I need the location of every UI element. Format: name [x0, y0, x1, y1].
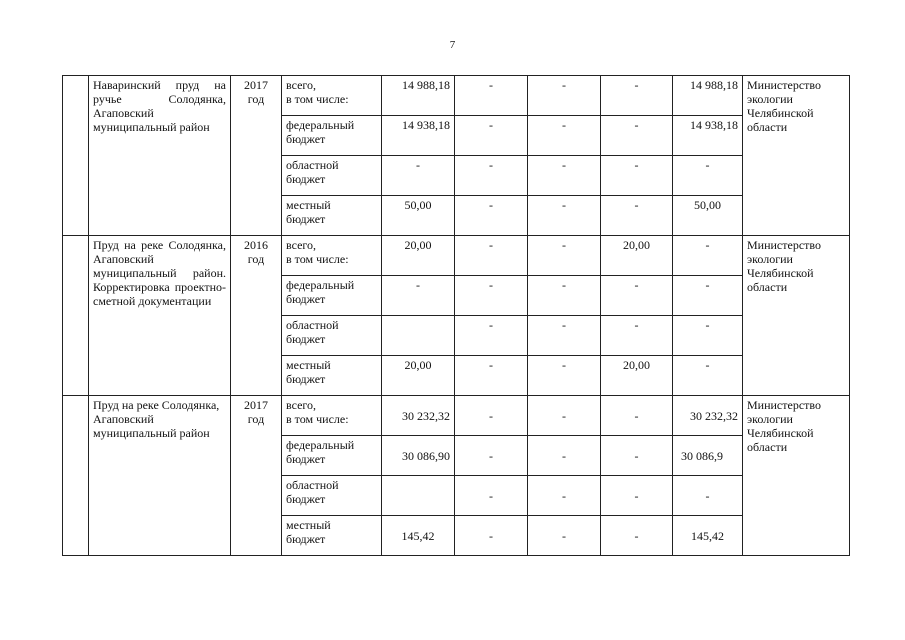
amount-col-2: - [489, 408, 493, 423]
amount-col-4: - [634, 448, 639, 463]
project-year: 2017 год [244, 398, 268, 426]
year-cell [231, 396, 282, 556]
amount-col-4: - [634, 118, 639, 132]
amount-col-3: - [562, 278, 566, 292]
amount-col-5: 50,00 [694, 198, 721, 212]
amount-col-5: - [705, 318, 710, 332]
amount-col-2: - [489, 118, 493, 132]
amount-col-5: 145,42 [691, 528, 724, 543]
amount-col-5: - [705, 278, 710, 292]
amount-col-3: - [562, 358, 566, 372]
funding-source: областной бюджет [286, 318, 339, 346]
amount-col-2: - [489, 278, 493, 292]
amount-col-2: - [489, 78, 493, 92]
amount-col-5: - [705, 238, 710, 252]
amount-col-4: - [634, 318, 639, 332]
amount-col-4: - [634, 408, 639, 423]
index-cell [63, 396, 89, 556]
amount-col-3: - [562, 198, 566, 212]
budget-table [62, 75, 850, 556]
project-name: Пруд на реке Солодянка, Агаповский муниципальный район. Корректировка проектно-сметной документации [93, 238, 226, 308]
amount-col-3: - [562, 238, 566, 252]
funding-source: местный бюджет [286, 358, 331, 386]
amount-col-3: - [562, 488, 566, 503]
amount-col-3: - [562, 318, 566, 332]
funding-source: местный бюджет [286, 198, 331, 226]
amount-total: 20,00 [404, 238, 432, 252]
funding-source: федеральный бюджет [286, 278, 355, 306]
amount-col-5: - [705, 358, 710, 372]
amount-total: - [416, 158, 420, 172]
amount-col-5: - [705, 158, 710, 172]
index-cell [63, 236, 89, 396]
amount-total: 30 086,90 [402, 448, 450, 463]
amount-col-4: 20,00 [623, 238, 650, 252]
amount-col-3: - [562, 448, 566, 463]
amount-col-2: - [489, 238, 493, 252]
amount-col-2: - [489, 318, 493, 332]
amount-col-4: - [634, 158, 639, 172]
amount-col-5: 30 086,9 [681, 448, 723, 463]
amount-col-2: - [489, 488, 493, 503]
amount-col-5: 30 232,32 [690, 408, 738, 423]
amount-col-4: - [634, 488, 639, 503]
funding-source: всего, в том числе: [286, 398, 349, 426]
amount-total: 14 938,18 [402, 118, 450, 132]
organization-cell [743, 76, 850, 236]
project-name: Наваринский пруд на ручье Солодянка, Агаповский муниципальный район [93, 78, 226, 134]
year-cell [231, 76, 282, 236]
amount-total: 14 988,18 [402, 78, 450, 92]
table-row [63, 236, 850, 276]
amount-total: 30 232,32 [402, 408, 450, 423]
amount-col-2: - [489, 158, 493, 172]
amount-total: 145,42 [401, 528, 435, 543]
project-name: Пруд на реке Солодянка, Агаповский муниципальный район [93, 398, 220, 440]
amount-col-3: - [562, 118, 566, 132]
organization-cell [743, 396, 850, 556]
funding-source: федеральный бюджет [286, 118, 355, 146]
funding-source: областной бюджет [286, 478, 339, 506]
organization: Министерство экологии Челябинской области [747, 238, 821, 294]
project-year: 2016 год [244, 238, 268, 266]
amount-col-3: - [562, 158, 566, 172]
year-cell [231, 236, 282, 396]
organization: Министерство экологии Челябинской области [747, 78, 821, 134]
amount-col-2: - [489, 358, 493, 372]
amount-col-5: - [705, 488, 710, 503]
amount-total: 50,00 [404, 198, 432, 212]
organization: Министерство экологии Челябинской области [747, 398, 821, 454]
amount-col-3: - [562, 78, 566, 92]
amount-col-4: - [634, 78, 639, 92]
amount-col-2: - [489, 448, 493, 463]
funding-source: областной бюджет [286, 158, 339, 186]
table-row [63, 396, 850, 436]
project-year: 2017 год [244, 78, 268, 106]
funding-source: всего, в том числе: [286, 238, 349, 266]
amount-col-4: - [634, 278, 639, 292]
amount-col-4: - [634, 528, 639, 543]
project-name-cell [89, 236, 231, 396]
table-row [63, 76, 850, 116]
page-number: 7 [449, 39, 456, 51]
index-cell [63, 76, 89, 236]
funding-source: местный бюджет [286, 518, 331, 546]
project-name-cell [89, 76, 231, 236]
organization-cell [743, 236, 850, 396]
amount-col-4: 20,00 [623, 358, 650, 372]
amount-col-2: - [489, 198, 493, 212]
amount-col-4: - [634, 198, 639, 212]
amount-col-5: 14 988,18 [690, 78, 738, 92]
funding-source: всего, в том числе: [286, 78, 349, 106]
funding-source: федеральный бюджет [286, 438, 355, 466]
amount-total: - [416, 278, 420, 292]
amount-total: 20,00 [404, 358, 432, 372]
amount-col-2: - [489, 528, 493, 543]
amount-col-3: - [562, 408, 566, 423]
amount-col-3: - [562, 528, 566, 543]
project-name-cell [89, 396, 231, 556]
amount-col-5: 14 938,18 [690, 118, 738, 132]
